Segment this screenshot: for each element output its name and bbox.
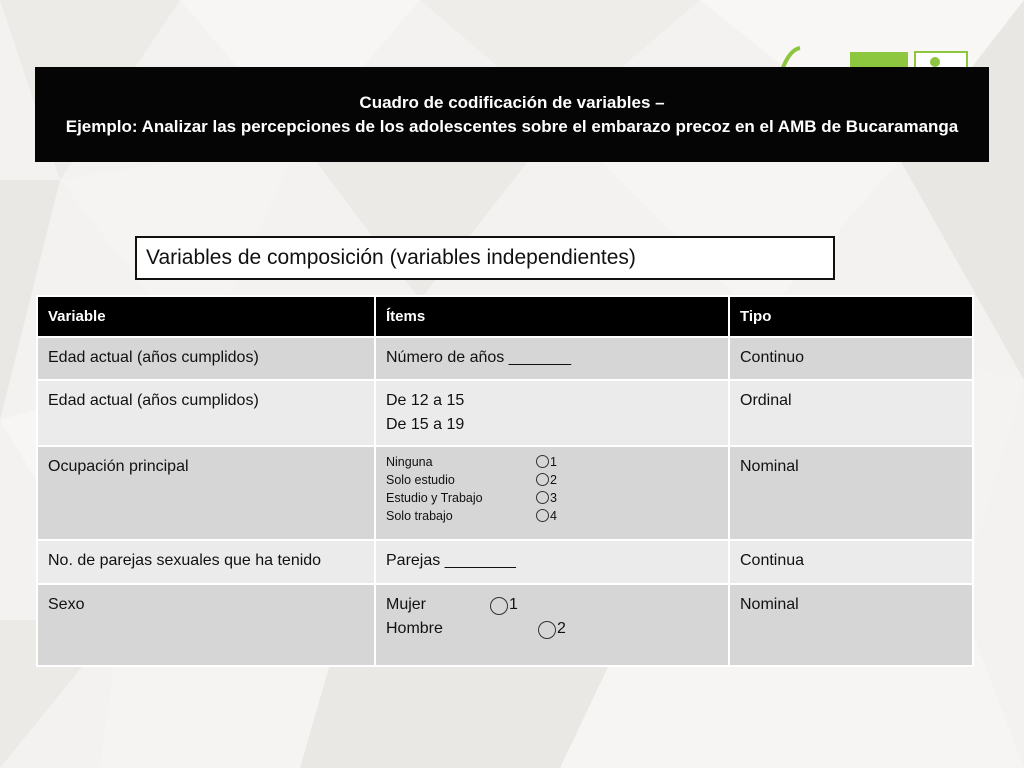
cell-item: Parejas ________ [375,540,729,584]
radio-circle-icon [536,473,549,486]
header-tipo: Tipo [729,296,973,337]
radio-circle-icon [536,455,549,468]
item-line: De 15 a 19 [386,416,465,433]
option-code: 2 [557,620,566,637]
section-subtitle: Variables de composición (variables independientes) [135,236,835,280]
option-row [386,471,718,489]
cell-tipo: Continuo [729,337,973,380]
option-code: 1 [509,596,518,613]
radio-circle-icon [538,621,556,639]
option-label: Solo estudio [386,473,455,487]
table-row [37,337,973,380]
table-row [37,540,973,584]
item-line: De 12 a 15 [386,392,465,409]
title-line-1: Cuadro de codificación de variables – [359,92,665,112]
header-variable: Variable [37,296,375,337]
cell-item [375,584,729,666]
option-code: 2 [550,473,557,487]
table-row [37,380,973,446]
slide-title [35,67,989,162]
option-row [386,507,718,525]
option-code: 3 [550,491,557,505]
table-row [37,446,973,540]
cell-variable: Ocupación principal [37,446,375,540]
cell-item [375,380,729,446]
header-items: Ítems [375,296,729,337]
cell-tipo: Nominal [729,446,973,540]
option-row [386,453,718,471]
option-label: Hombre [386,620,443,637]
cell-item [375,446,729,540]
title-line-2: Ejemplo: Analizar las percepciones de los adolescentes sobre el embarazo precoz en el AMB de Bucaramanga [65,116,959,136]
cell-variable: No. de parejas sexuales que ha tenido [37,540,375,584]
table-header-row [37,296,973,337]
option-row [386,617,718,641]
cell-item: Número de años _______ [375,337,729,380]
cell-tipo: Continua [729,540,973,584]
option-label: Ninguna [386,455,433,469]
cell-tipo: Ordinal [729,380,973,446]
radio-circle-icon [490,597,508,615]
option-code: 4 [550,509,557,523]
option-row [386,489,718,507]
cell-variable: Edad actual (años cumplidos) [37,380,375,446]
cell-variable: Sexo [37,584,375,666]
variables-table [36,295,974,667]
option-label: Solo trabajo [386,509,453,523]
option-label: Estudio y Trabajo [386,491,483,505]
option-row [386,593,718,617]
radio-circle-icon [536,509,549,522]
option-label: Mujer [386,596,427,613]
option-code: 1 [550,455,557,469]
cell-variable: Edad actual (años cumplidos) [37,337,375,380]
radio-circle-icon [536,491,549,504]
cell-tipo: Nominal [729,584,973,666]
table-row [37,584,973,666]
